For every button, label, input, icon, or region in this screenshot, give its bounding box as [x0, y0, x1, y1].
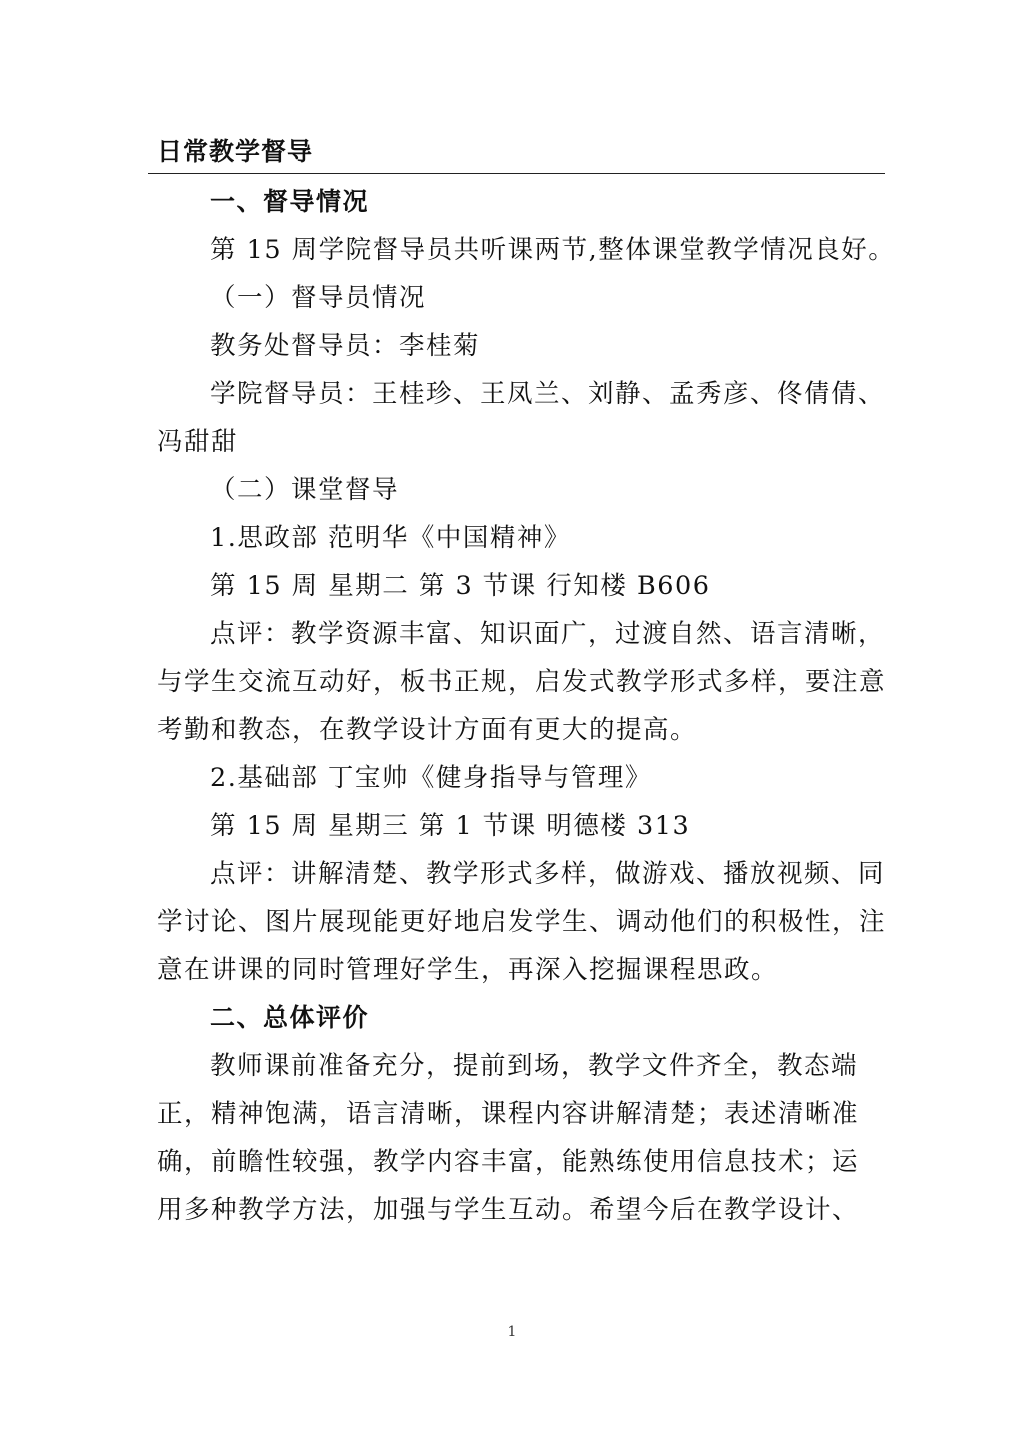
paragraph-line: 冯甜甜 — [157, 427, 239, 457]
course-item-1: 1.思政部 范明华《中国精神》 — [210, 523, 571, 553]
paragraph-line: 正，精神饱满，语言清晰，课程内容讲解清楚；表述清晰准 — [157, 1099, 860, 1129]
paragraph-line: 确，前瞻性较强，教学内容丰富，能熟练使用信息技术；运 — [157, 1147, 860, 1177]
subheading-supervisors: （一）督导员情况 — [210, 283, 427, 313]
paragraph-line: 学讨论、图片展现能更好地启发学生、调动他们的积极性，注 — [157, 907, 887, 937]
paragraph-line: 教师课前准备充分，提前到场，教学文件齐全，教态端 — [210, 1051, 859, 1081]
subheading-classroom-supervision: （二）课堂督导 — [210, 475, 400, 505]
paragraph-line: 意在讲课的同时管理好学生，再深入挖掘课程思政。 — [157, 955, 779, 985]
paragraph-line: 教务处督导员：李桂菊 — [210, 331, 481, 361]
page-title: 日常教学督导 — [157, 137, 314, 166]
page-number: 1 — [507, 1324, 517, 1340]
section-heading-overall-evaluation: 二、总体评价 — [210, 1003, 370, 1032]
paragraph-line: 点评：讲解清楚、教学形式多样，做游戏、播放视频、同 — [210, 859, 886, 889]
paragraph-line: 学院督导员：王桂珍、王凤兰、刘静、孟秀彦、佟倩倩、 — [210, 379, 886, 409]
paragraph-line: 第 15 周 星期三 第 1 节课 明德楼 313 — [210, 811, 691, 841]
section-heading-supervision: 一、督导情况 — [210, 187, 370, 216]
paragraph-line: 点评：教学资源丰富、知识面广，过渡自然、语言清晰， — [210, 619, 886, 649]
paragraph-line: 第 15 周学院督导员共听课两节,整体课堂教学情况良好。 — [210, 235, 896, 265]
title-divider — [148, 173, 885, 174]
paragraph-line: 用多种教学方法，加强与学生互动。希望今后在教学设计、 — [157, 1195, 860, 1225]
course-item-2: 2.基础部 丁宝帅《健身指导与管理》 — [210, 763, 652, 793]
paragraph-line: 第 15 周 星期二 第 3 节课 行知楼 B606 — [210, 571, 711, 601]
paragraph-line: 考勤和教态，在教学设计方面有更大的提高。 — [157, 715, 698, 745]
paragraph-line: 与学生交流互动好，板书正规，启发式教学形式多样，要注意 — [157, 667, 887, 697]
